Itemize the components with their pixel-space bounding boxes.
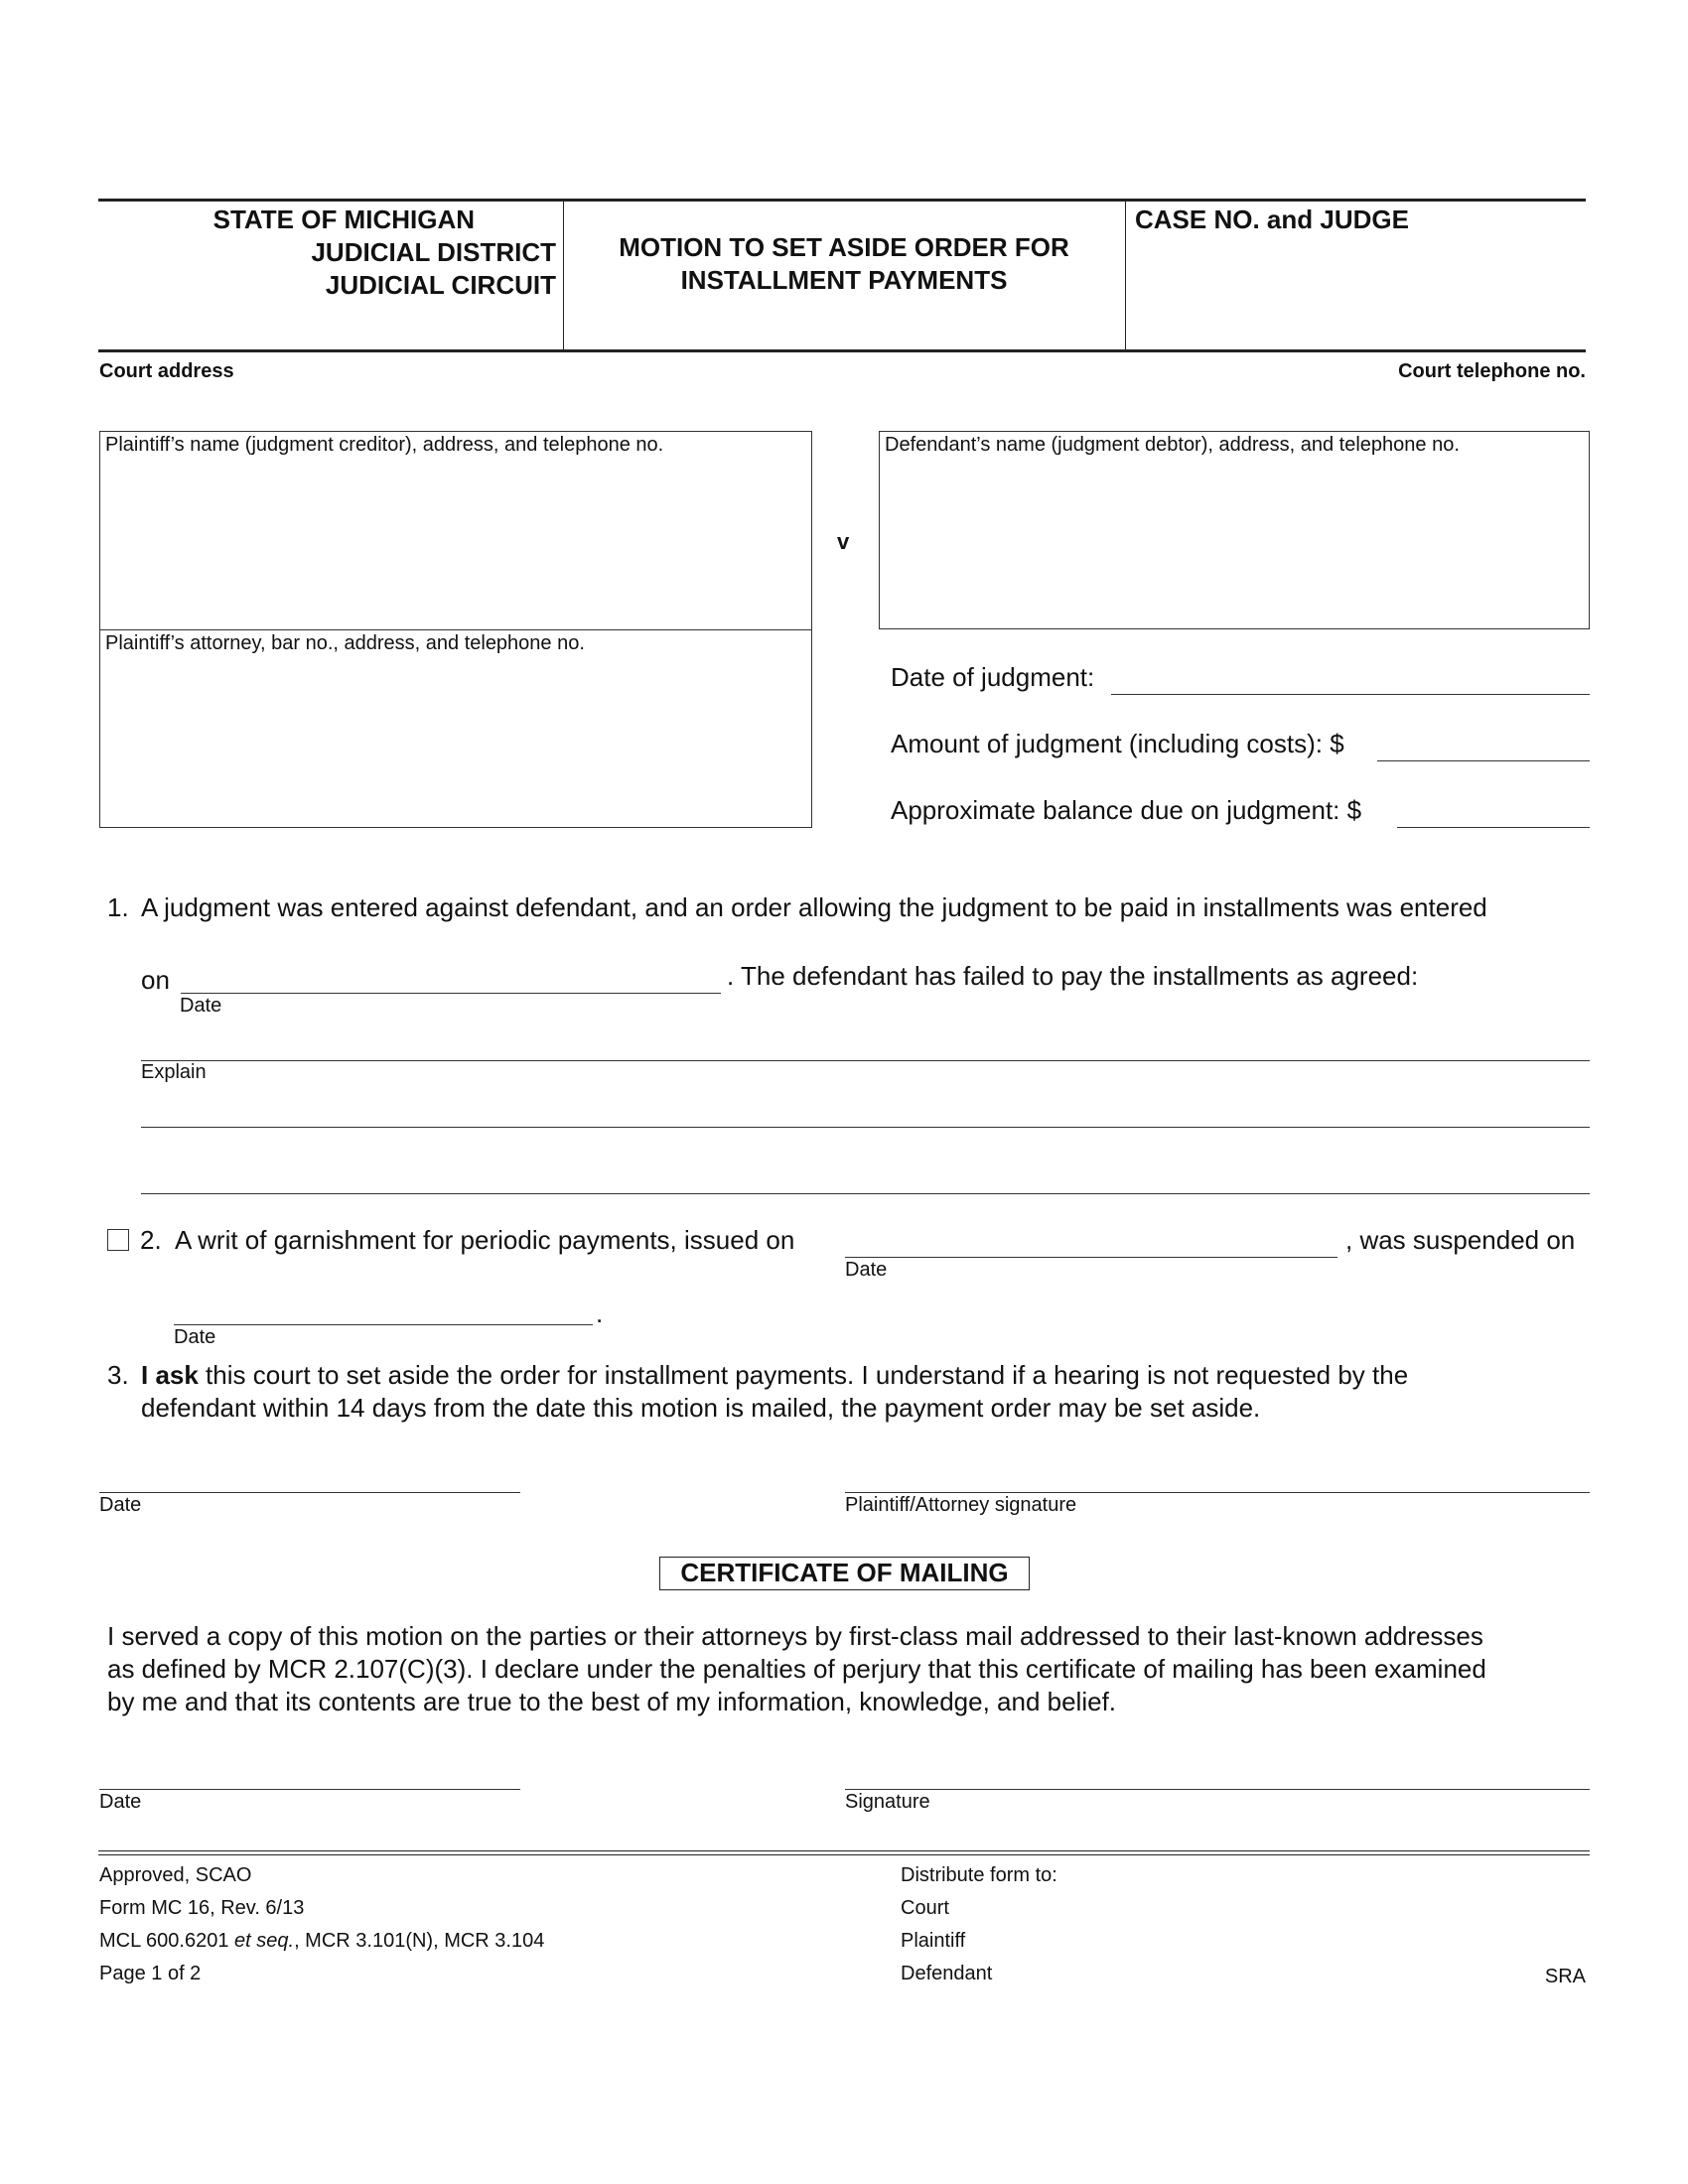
defendant-box-label: Defendant’s name (judgment debtor), address, and telephone no. [885,434,1460,456]
item1-date-caption: Date [180,995,222,1017]
item3-text [141,1359,1408,1425]
footer-mcl-prefix: MCL 600.6201 [99,1930,235,1952]
item1-number: 1. [107,892,129,922]
item1-date-field[interactable] [181,993,721,994]
item1-explain-line-3[interactable] [141,1193,1590,1194]
item2-checkbox[interactable] [107,1229,129,1251]
signature1-signature-field[interactable] [845,1492,1590,1493]
item2-period: . [596,1298,604,1328]
signature1-signature-caption: Plaintiff/Attorney signature [845,1494,1077,1516]
court-address-label: Court address [99,360,234,382]
court-line-circuit: JUDICIAL CIRCUIT [325,270,556,300]
amount-of-judgment-field[interactable] [1377,760,1590,761]
footer-rule-1 [98,1850,1590,1851]
item3-number: 3. [107,1360,129,1390]
header-top-rule [98,199,1586,202]
item1-text: A judgment was entered against defendant, and an order allowing the judgment to be paid in installments was entered [141,892,1487,922]
versus-label: v [837,529,850,554]
item2-issued-date-caption: Date [845,1259,888,1281]
item1-explain-caption: Explain [141,1061,207,1083]
item1-explain-line-2[interactable] [141,1127,1590,1128]
footer-mcl-suffix: , MCR 3.101(N), MCR 3.104 [294,1930,545,1952]
footer-rule-2 [98,1854,1590,1855]
item2-number: 2. [140,1225,162,1255]
amount-of-judgment-label: Amount of judgment (including costs): $ [891,729,1344,758]
header-divider-right [1125,199,1126,349]
footer-mcl-italic: et seq. [234,1930,295,1952]
court-name-block [99,204,556,302]
item2-suspended-date-field[interactable] [174,1324,593,1325]
signature1-date-field[interactable] [99,1492,520,1493]
balance-due-field[interactable] [1397,827,1590,828]
item3-line-2: defendant within 14 days from the date this motion is mailed, the payment order may be set aside. [141,1393,1261,1423]
item2-suspended-date-caption: Date [174,1326,216,1348]
footer-distribute-plaintiff: Plaintiff [901,1930,966,1952]
signature2-signature-field[interactable] [845,1789,1590,1790]
footer-form-number: Form MC 16, Rev. 6/13 [99,1897,305,1919]
header-bottom-rule [98,349,1586,352]
footer-approved: Approved, SCAO [99,1864,252,1886]
signature1-date-caption: Date [99,1494,142,1516]
item2-text: A writ of garnishment for periodic payments, issued on [175,1225,795,1255]
footer-distribute [901,1859,1057,1990]
footer-code: SRA [1544,1966,1586,1987]
footer-left [99,1859,544,1990]
certificate-title: CERTIFICATE OF MAILING [659,1557,1030,1590]
form-title-line-1: MOTION TO SET ASIDE ORDER FOR [619,232,1069,262]
item2-issued-date-field[interactable] [845,1257,1337,1258]
item3-line-1: this court to set aside the order for installment payments. I understand if a hearing is not requested by the [198,1360,1409,1390]
footer-page: Page 1 of 2 [99,1963,202,1984]
item1-explain-line-1[interactable] [141,1060,1590,1061]
footer-distribute-label: Distribute form to: [901,1864,1057,1886]
footer-distribute-defendant: Defendant [901,1963,993,1984]
date-of-judgment-field[interactable] [1111,694,1590,695]
signature2-signature-caption: Signature [845,1791,930,1813]
certificate-line-2: as defined by MCR 2.107(C)(3). I declare under the penalties of perjury that this certificate of mailing has been examined [107,1654,1486,1684]
defendant-box[interactable] [879,431,1590,629]
item1-continuation: . The defendant has failed to pay the installments as agreed: [727,961,1419,991]
court-telephone-label: Court telephone no. [1398,360,1586,382]
signature2-date-field[interactable] [99,1789,520,1790]
plaintiff-box[interactable] [99,431,812,630]
item3-bold-lead: I ask [141,1360,199,1390]
balance-due-label: Approximate balance due on judgment: $ [891,795,1362,825]
certificate-body [107,1620,1486,1718]
form-title [563,231,1125,297]
signature2-date-caption: Date [99,1791,142,1813]
plaintiff-attorney-box-label: Plaintiff’s attorney, bar no., address, and telephone no. [105,632,585,654]
plaintiff-box-label: Plaintiff’s name (judgment creditor), address, and telephone no. [105,434,664,456]
item2-suspended: , was suspended on [1345,1225,1576,1255]
footer-citations [99,1925,544,1958]
certificate-line-3: by me and that its contents are true to the best of my information, knowledge, and belief. [107,1687,1117,1716]
court-line-district: JUDICIAL DISTRICT [311,237,556,267]
plaintiff-attorney-box[interactable] [99,629,812,828]
certificate-line-1: I served a copy of this motion on the parties or their attorneys by first-class mail addressed to their last-known addresses [107,1621,1483,1651]
court-line-state: STATE OF MICHIGAN [212,205,475,234]
footer-distribute-court: Court [901,1897,949,1919]
item1-on: on [141,965,170,995]
form-title-line-2: INSTALLMENT PAYMENTS [680,265,1008,295]
date-of-judgment-label: Date of judgment: [891,662,1095,692]
case-number-judge-label: CASE NO. and JUDGE [1135,205,1409,234]
